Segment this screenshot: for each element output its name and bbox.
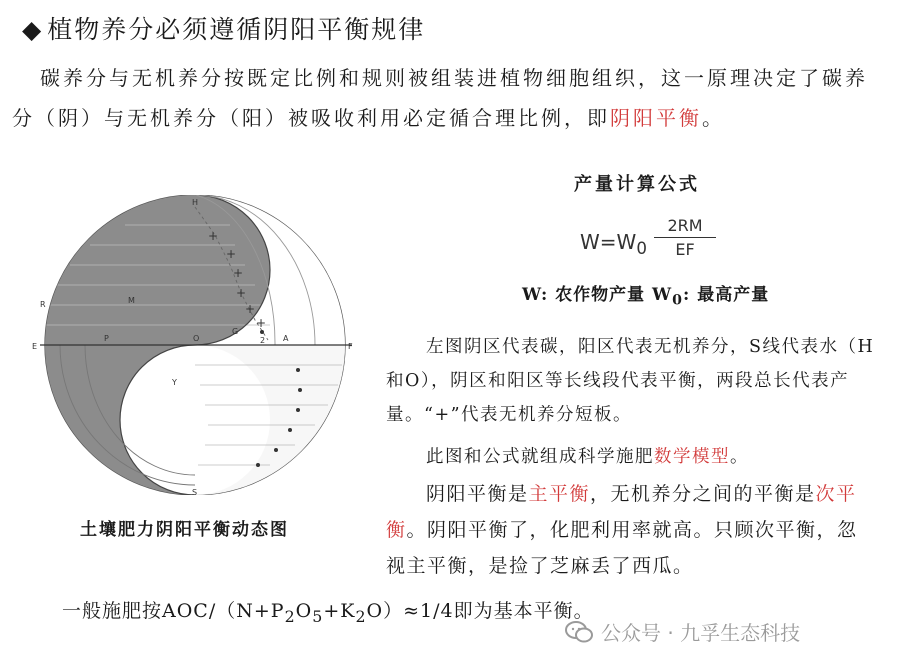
- paragraph3-middle2: 。阴阳平衡了，化肥利用率就高。只顾次平衡，忽视主平衡，是捡了芝麻丢了西瓜。: [386, 519, 858, 577]
- formula-lhs: [580, 230, 647, 258]
- paragraph2-prefix: 此图和公式就组成科学施肥: [426, 447, 654, 467]
- label-p: P: [104, 334, 109, 343]
- ratio-sub2: 5: [312, 606, 324, 626]
- formula-legend: [522, 280, 769, 308]
- diagram-caption: 土壤肥力阴阳平衡动态图: [80, 520, 289, 540]
- label-f: F: [348, 342, 353, 351]
- svg-text:+: +: [226, 247, 237, 261]
- label-a: A: [283, 334, 289, 343]
- watermark-text: 公众号 · 九孚生态科技: [601, 621, 801, 645]
- paragraph3-highlight1: 主平衡: [528, 483, 591, 505]
- label-two: 2: [260, 336, 266, 345]
- label-y: Y: [172, 378, 177, 387]
- formula-numerator: 2RM: [654, 216, 716, 238]
- ratio-mid2: +K: [323, 600, 356, 622]
- svg-text:+: +: [233, 266, 244, 280]
- intro-suffix: 。: [702, 106, 725, 130]
- paragraph2-suffix: 。: [730, 447, 749, 467]
- ratio-mid: O: [295, 600, 313, 622]
- ratio-sub3: 2: [355, 606, 367, 626]
- paragraph2-highlight: 数学模型: [654, 447, 730, 467]
- paragraph3-middle1: ，无机养分之间的平衡是: [590, 483, 816, 505]
- intro-text: 碳养分与无机养分按既定比例和规则被组装进植物细胞组织，这一原理决定了碳养分（阴）与无机养分（阳）被吸收利用必定循合理比例，即: [12, 66, 868, 130]
- diamond-bullet-icon: ◆: [22, 15, 44, 44]
- svg-text:+: +: [236, 286, 247, 300]
- paragraph-balance: [386, 476, 876, 584]
- formula-title: 产量计算公式: [574, 174, 700, 195]
- label-o: O: [193, 334, 200, 343]
- page-title-text: 植物养分必须遵循阴阳平衡规律: [47, 15, 426, 44]
- legend-suffix: : 最高产量: [683, 285, 770, 305]
- svg-text:+: +: [245, 302, 256, 316]
- label-m: M: [128, 296, 135, 305]
- fertilizer-ratio-line: [62, 596, 594, 626]
- svg-text:+: +: [256, 316, 267, 330]
- svg-text:+: +: [208, 229, 219, 243]
- ratio-prefix: 一般施肥按AOC/（N+P: [62, 600, 285, 622]
- paragraph-math-model: [386, 440, 876, 474]
- formula-fraction: [654, 216, 716, 259]
- yin-yang-diagram: [30, 195, 370, 495]
- label-r: R: [40, 300, 46, 309]
- paragraph1-text: 左图阴区代表碳，阳区代表无机养分，S线代表水（H和O），阴区和阳区等长线段代表平衡，两段总长代表产量。“+”代表无机养分短板。: [386, 337, 875, 425]
- label-h: H: [192, 198, 199, 207]
- watermark: [565, 617, 800, 646]
- legend-prefix: W: 农作物产量 W: [522, 285, 673, 305]
- page-title: [22, 10, 425, 46]
- intro-paragraph: [12, 58, 872, 138]
- label-s: S: [192, 488, 198, 495]
- legend-sub: 0: [672, 292, 684, 309]
- formula-denominator: EF: [675, 240, 695, 259]
- paragraph-diagram-explanation: [386, 330, 876, 432]
- formula-lhs-text: W=W: [580, 230, 637, 254]
- ratio-suffix: O）≈1/4即为基本平衡。: [366, 600, 594, 622]
- wechat-icon: [565, 620, 593, 644]
- label-g: G: [232, 327, 239, 336]
- paragraph3-highlight2: 次平衡: [386, 483, 857, 541]
- paragraph3-prefix: 阴阳平衡是: [426, 483, 529, 505]
- label-e: E: [32, 342, 38, 351]
- intro-highlight: 阴阳平衡: [610, 106, 702, 130]
- ratio-sub1: 2: [284, 606, 296, 626]
- formula-lhs-sub: 0: [636, 239, 647, 258]
